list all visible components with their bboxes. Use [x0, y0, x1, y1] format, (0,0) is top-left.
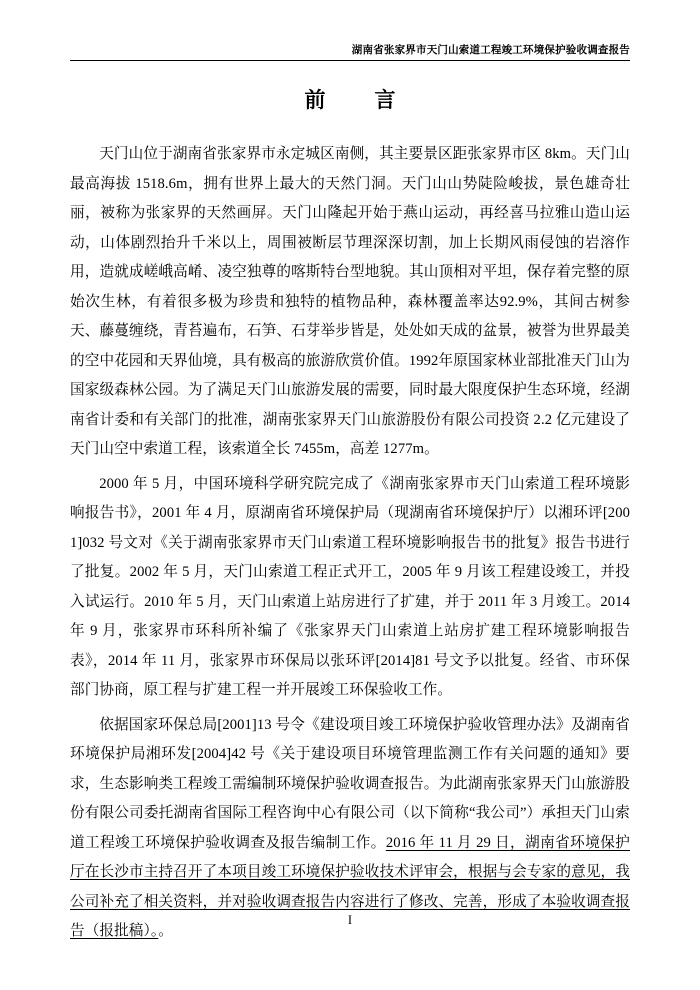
document-body [70, 84, 630, 949]
page-title: 前 言 [304, 87, 410, 112]
paragraph-3-text-tail: 。 [158, 923, 173, 939]
header-divider [70, 60, 630, 61]
paragraph-1 [70, 140, 630, 465]
paragraph-3 [70, 711, 630, 947]
paragraph-2-text: 2000 年 5 月，中国环境科学研究院完成了《湖南张家界市天门山索道工程环境影响报告书》，2001 年 4 月，原湖南省环境保护局（现湖南省环境保护厅）以湘环评[2001]032 号文对《关于湖南张家界市天门山索道工程环境影响报告书的批复》报告书进行了批复。2002 年 5 月，天门山索道工程正式开工，2005 年 9 月该工程建设竣工，并投入试运行。2010 年 5 月，天门山索道上站房进行了扩建，并于 2011 年 3 月竣工。2014 年 9 月，张家界市环科所补编了《张家界天门山索道上站房扩建工程环境影响报告表》，2014 年 11 月，张家界市环保局以张环评[2014]81 号文予以批复。经省、市环保部门协商，原工程与扩建工程一并开展竣工环保验收工作。 [70, 475, 630, 698]
page-header [70, 42, 630, 64]
paragraph-3-text-underlined: 2016 年 11 月 29 日，湖南省环境保护厅在长沙市主持召开了本项目竣工环境保护验收技术评审会，根据与会专家的意见，我公司补充了相关资料，并对验收调查报告内容进行了修改、完善，形成了本验收调查报告（报批稿）。 [70, 834, 630, 939]
running-title: 湖南省张家界市天门山索道工程竣工环境保护验收调查报告 [351, 44, 630, 56]
page-footer [0, 913, 700, 928]
paragraph-3-text-plain: 依据国家环保总局[2001]13 号令《建设项目竣工环境保护验收管理办法》及湖南省环境保护局湘环发[2004]42 号《关于建设项目环境管理监测工作有关问题的通知》要求，生态影响类工程竣工需编制环境保护验收调查报告。为此湖南张家界天门山旅游股份有限公司委托湖南省国际工程咨询中心有限公司（以下简称“我公司”）承担天门山索道工程竣工环境保护验收调查及报告编制工作。 [70, 716, 630, 851]
paragraph-1-text: 天门山位于湖南省张家界市永定城区南侧，其主要景区距张家界市区 8km。天门山最高海拔 1518.6m，拥有世界上最大的天然门洞。天门山山势陡险峻拔，景色雄奇壮丽，被称为张家界的天然画屏。天门山隆起开始于燕山运动，再经喜马拉雅山造山运动，山体剧烈抬升千米以上，周围被断层节理深深切割，加上长期风雨侵蚀的岩溶作用，造就成嵯峨高崤、凌空独尊的喀斯特台型地貌。其山顶相对平坦，保存着完整的原始次生林，有着很多极为珍贵和独特的植物品种，森林覆盖率达92.9%，其间古树参天、藤蔓缠绕，青苔遍布，石笋、石芽举步皆是，处处如天成的盆景，被誉为世界最美的空中花园和天界仙境，具有极高的旅游欣赏价值。1992年原国家林业部批准天门山为国家级森林公园。为了满足天门山旅游发展的需要，同时最大限度保护生态环境，经湖南省计委和有关部门的批准，湖南张家界天门山旅游股份有限公司投资 2.2 亿元建设了天门山空中索道工程，该索道全长 7455m，高差 1277m。 [70, 146, 630, 457]
paragraph-2 [70, 470, 630, 706]
page-number: I [347, 913, 353, 927]
